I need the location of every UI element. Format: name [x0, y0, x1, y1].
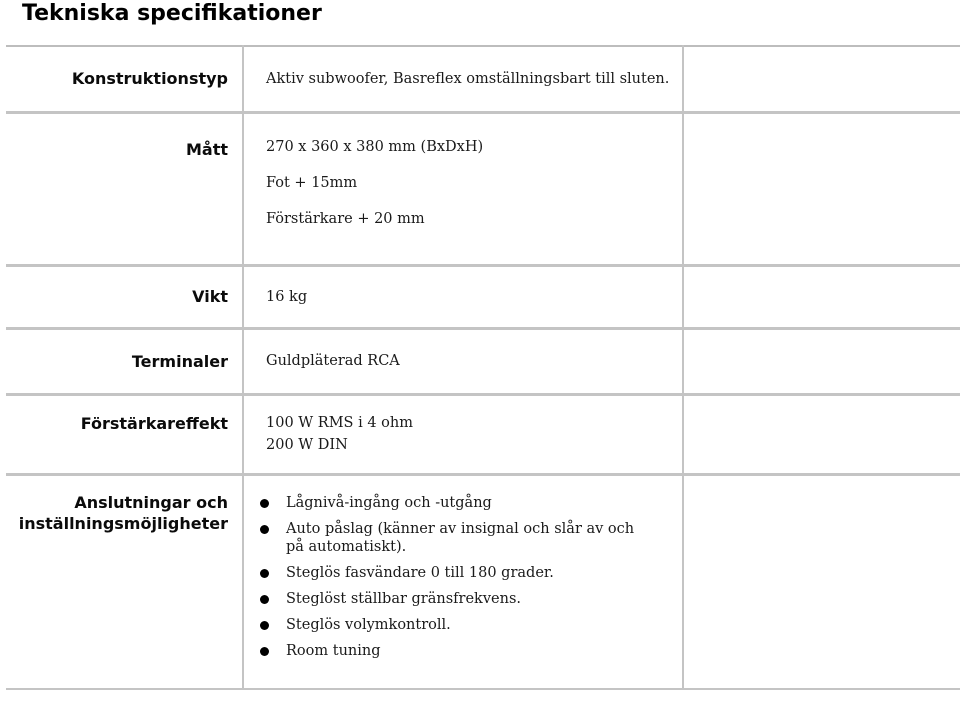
page-title: Tekniska specifikationer: [22, 1, 322, 26]
spec-empty-cell: [683, 265, 960, 328]
list-item-text: Auto påslag (känner av insignal och slår av och på automatiskt).: [286, 520, 635, 555]
spec-row-matt: [6, 112, 960, 265]
list-item-text: Room tuning: [286, 642, 381, 659]
spec-label-line: inställningsmöjligheter: [18, 513, 228, 533]
bullet-icon: [260, 647, 269, 656]
spec-row-forstarkareffekt: [6, 394, 960, 474]
list-item: [254, 590, 682, 608]
spec-value-cell: [243, 112, 683, 265]
spec-value-cell: [243, 328, 683, 394]
spec-empty-cell: [683, 328, 960, 394]
spec-value: Guldpläterad RCA: [266, 353, 400, 369]
spec-empty-cell: [683, 394, 960, 474]
list-item: [254, 642, 682, 660]
spec-row-vikt: [6, 265, 960, 328]
spec-row-terminaler: [6, 328, 960, 394]
spec-value-cell: [243, 474, 683, 689]
feature-list: [254, 494, 682, 660]
spec-empty-cell: [683, 474, 960, 689]
list-item: [254, 616, 682, 634]
spec-value-cell: [243, 46, 683, 112]
spec-label: [6, 474, 243, 689]
spec-empty-cell: [683, 46, 960, 112]
spec-label: Förstärkareffekt: [6, 394, 243, 474]
list-item: [254, 494, 682, 512]
list-item: [254, 564, 682, 582]
list-item-text: Steglös volymkontroll.: [286, 616, 451, 633]
spec-value: Fot + 15mm: [266, 174, 358, 191]
spec-label: Mått: [6, 112, 243, 265]
list-item-text: Steglös fasvändare 0 till 180 grader.: [286, 564, 554, 581]
bullet-icon: [260, 525, 269, 534]
bullet-icon: [260, 499, 269, 508]
bullet-icon: [260, 569, 269, 578]
spec-label-line: Anslutningar och: [74, 492, 228, 512]
bullet-icon: [260, 621, 269, 630]
spec-label: Terminaler: [6, 328, 243, 394]
spec-value: 100 W RMS i 4 ohm: [266, 414, 414, 431]
list-item-text: Lågnivå-ingång och -utgång: [286, 494, 492, 511]
spec-empty-cell: [683, 112, 960, 265]
spec-label: Vikt: [6, 265, 243, 328]
spec-value: 270 x 360 x 380 mm (BxDxH): [266, 138, 484, 155]
spec-value: 200 W DIN: [266, 436, 348, 453]
spec-value-cell: [243, 394, 683, 474]
list-item-text: Steglöst ställbar gränsfrekvens.: [286, 590, 521, 607]
bullet-icon: [260, 595, 269, 604]
spec-table: [6, 45, 960, 690]
spec-label: Konstruktionstyp: [6, 46, 243, 112]
spec-value-cell: [243, 265, 683, 328]
spec-row-anslutningar: [6, 474, 960, 689]
list-item: [254, 520, 682, 556]
spec-value: 16 kg: [266, 288, 308, 305]
spec-row-konstruktionstyp: [6, 46, 960, 112]
spec-value: Förstärkare + 20 mm: [266, 210, 425, 227]
spec-value: Aktiv subwoofer, Basreflex omställningsbart till sluten.: [266, 70, 670, 87]
